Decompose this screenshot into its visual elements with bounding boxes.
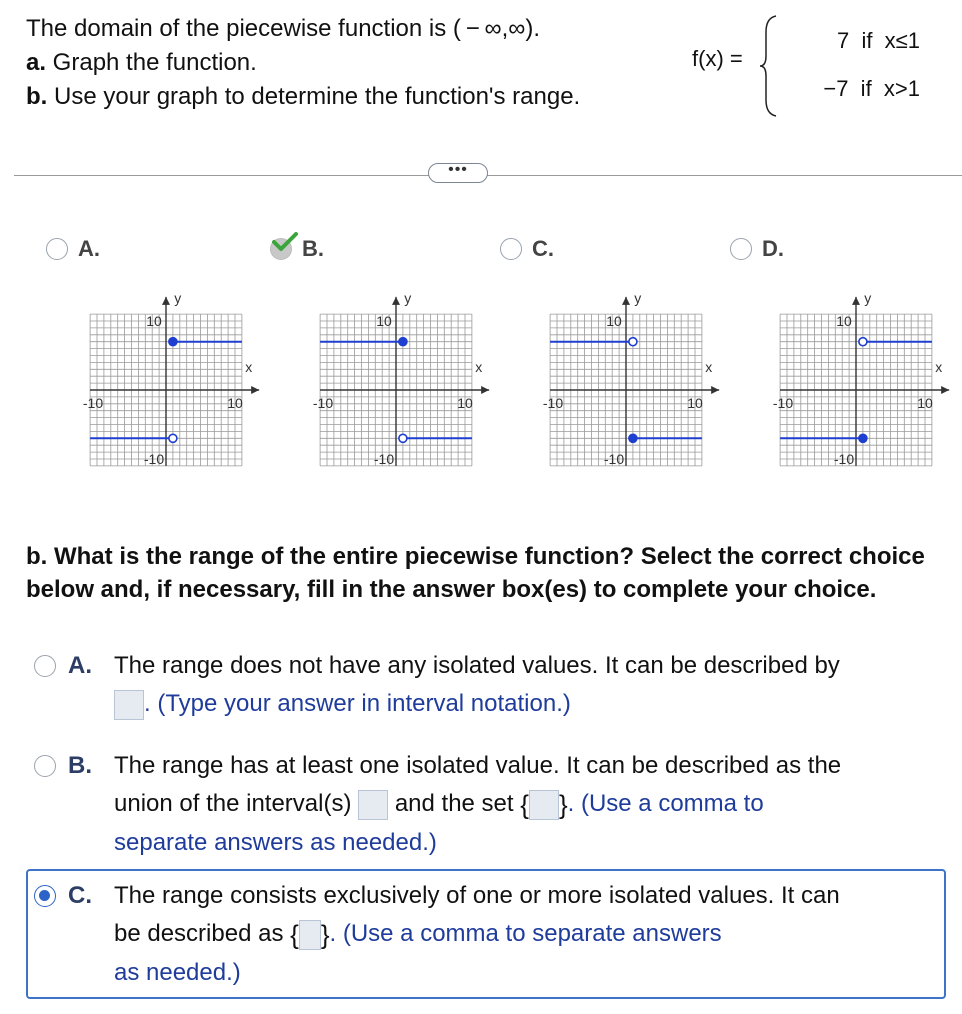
choice-b-set-label: and the set bbox=[394, 790, 514, 817]
open-endpoint bbox=[629, 338, 637, 346]
x-axis-arrow-icon bbox=[941, 386, 949, 394]
closed-endpoint bbox=[859, 434, 867, 442]
y-axis-label: y bbox=[864, 290, 872, 307]
choice-letter: C. bbox=[68, 882, 92, 909]
choice-c-line-1: The range consists exclusively of one or more isolated values. It can bbox=[114, 882, 840, 909]
closed-endpoint bbox=[169, 338, 177, 346]
graph-option-c[interactable] bbox=[500, 236, 554, 262]
radio-c[interactable] bbox=[500, 238, 522, 260]
x-axis-arrow-icon bbox=[251, 386, 259, 394]
radio-choice-b[interactable] bbox=[34, 755, 56, 777]
graph-a[interactable] bbox=[58, 283, 268, 473]
choice-letter: A. bbox=[68, 652, 92, 679]
answer-box-set[interactable] bbox=[529, 790, 559, 820]
y-axis-arrow-icon bbox=[162, 297, 170, 305]
graph-d[interactable] bbox=[748, 283, 958, 473]
right-brace-icon: } bbox=[320, 919, 330, 950]
part-b-prompt bbox=[26, 540, 946, 606]
function-case-1: 7 if x≤1 bbox=[837, 28, 920, 53]
x-axis-arrow-icon bbox=[711, 386, 719, 394]
y-tick-label: 10 bbox=[836, 313, 852, 329]
y-axis-label: y bbox=[174, 290, 182, 307]
open-endpoint bbox=[399, 434, 407, 442]
closed-endpoint bbox=[399, 338, 407, 346]
function-case-2: −7 if x>1 bbox=[823, 76, 920, 101]
left-brace-icon: { bbox=[520, 789, 529, 820]
x-tick-label: -10 bbox=[312, 395, 334, 411]
y-axis-arrow-icon bbox=[392, 297, 400, 305]
x-axis-arrow-icon bbox=[481, 386, 489, 394]
y-tick-label: -10 bbox=[603, 451, 625, 467]
correct-check-icon bbox=[272, 232, 298, 252]
closed-endpoint bbox=[629, 434, 637, 442]
graph-option-a[interactable] bbox=[46, 236, 100, 262]
x-axis-label: x bbox=[935, 359, 943, 375]
question-line-3: b. Use your graph to determine the function's range. bbox=[26, 83, 581, 110]
choice-c-hint: . (Use a comma to separate answers bbox=[329, 920, 722, 947]
x-tick-label: -10 bbox=[772, 395, 794, 411]
part-b-prompt-text: b. What is the range of the entire piecewise function? Select the correct choice below and, if necessary, fill in the answer box(es) to complete your choice. bbox=[26, 543, 925, 603]
answer-box-interval[interactable] bbox=[114, 690, 144, 720]
brace-icon bbox=[758, 14, 780, 118]
y-tick-label: -10 bbox=[143, 451, 165, 467]
x-tick-label: 10 bbox=[457, 395, 473, 411]
radio-choice-c[interactable] bbox=[34, 885, 56, 907]
graph-option-label: D. bbox=[762, 236, 784, 261]
question-line-2: a. Graph the function. bbox=[26, 49, 257, 76]
open-endpoint bbox=[169, 434, 177, 442]
y-tick-label: -10 bbox=[833, 451, 855, 467]
y-tick-label: 10 bbox=[146, 313, 162, 329]
x-tick-label: 10 bbox=[687, 395, 703, 411]
radio-a[interactable] bbox=[46, 238, 68, 260]
graph-option-label: A. bbox=[78, 236, 100, 261]
x-axis-label: x bbox=[475, 359, 483, 375]
graph-c[interactable] bbox=[518, 283, 728, 473]
y-tick-label: 10 bbox=[376, 313, 392, 329]
x-axis-label: x bbox=[245, 359, 253, 375]
x-axis-label: x bbox=[705, 359, 713, 375]
choice-a-hint: . (Type your answer in interval notation.) bbox=[144, 690, 571, 717]
y-axis-label: y bbox=[634, 290, 642, 307]
x-tick-label: 10 bbox=[917, 395, 933, 411]
more-button[interactable]: ••• bbox=[428, 163, 488, 183]
choice-a-line-1: The range does not have any isolated values. It can be described by bbox=[114, 652, 840, 679]
y-axis-arrow-icon bbox=[622, 297, 630, 305]
choice-letter: B. bbox=[68, 752, 92, 779]
graph-option-label: C. bbox=[532, 236, 554, 261]
left-brace-icon: { bbox=[290, 919, 299, 950]
y-axis-arrow-icon bbox=[852, 297, 860, 305]
choice-c-line-2: be described as bbox=[114, 920, 284, 947]
graph-option-d[interactable] bbox=[730, 236, 784, 262]
x-tick-label: -10 bbox=[82, 395, 104, 411]
divider bbox=[14, 175, 962, 176]
choice-b-hint: . (Use a comma to bbox=[567, 790, 764, 817]
answer-box-set[interactable] bbox=[299, 920, 321, 950]
y-tick-label: -10 bbox=[373, 451, 395, 467]
open-endpoint bbox=[859, 338, 867, 346]
function-lhs: f(x) = bbox=[692, 46, 743, 71]
graph-option-label: B. bbox=[302, 236, 324, 261]
x-tick-label: -10 bbox=[542, 395, 564, 411]
question-line-1: The domain of the piecewise function is ( − ∞,∞). bbox=[26, 15, 541, 42]
answer-box-interval[interactable] bbox=[358, 790, 388, 820]
y-tick-label: 10 bbox=[606, 313, 622, 329]
graph-b[interactable] bbox=[288, 283, 498, 473]
choice-b-line-2: union of the interval(s) bbox=[114, 790, 352, 817]
choice-b-line-1: The range has at least one isolated value. It can be described as the bbox=[114, 752, 842, 779]
choice-b-hint-2: separate answers as needed.) bbox=[114, 828, 437, 856]
y-axis-label: y bbox=[404, 290, 412, 307]
radio-choice-a[interactable] bbox=[34, 655, 56, 677]
choice-c-hint-2: as needed.) bbox=[114, 958, 241, 986]
right-brace-icon: } bbox=[558, 789, 568, 820]
question-text bbox=[26, 12, 580, 114]
radio-d[interactable] bbox=[730, 238, 752, 260]
x-tick-label: 10 bbox=[227, 395, 243, 411]
